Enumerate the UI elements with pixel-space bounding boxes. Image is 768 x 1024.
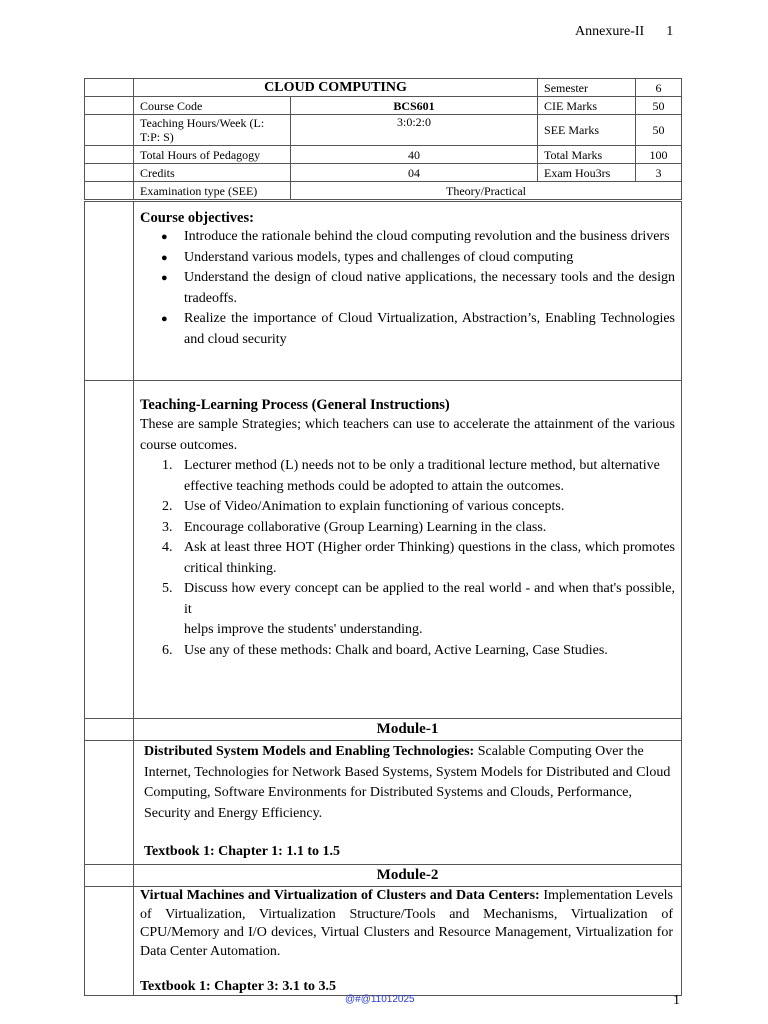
item-number: 4. [162, 540, 173, 555]
item-number: 2. [162, 499, 173, 514]
teaching-list [140, 456, 675, 661]
row-value: 40 [291, 146, 538, 164]
module-1-description [144, 742, 673, 824]
row-label2: CIE Marks [538, 97, 636, 115]
module-1-textbook: Textbook 1: Chapter 1: 1.1 to 1.5 [144, 844, 341, 859]
title-row [85, 79, 682, 97]
row-label2: Total Marks [538, 146, 636, 164]
list-item [162, 641, 675, 662]
item-number: 6. [162, 642, 173, 658]
row-value2: 50 [636, 97, 682, 115]
item-text: Use any of these methods: Chalk and board, Active Learning, Case Studies. [184, 642, 608, 658]
header-page-number: 1 [666, 24, 674, 39]
objectives-list [140, 227, 675, 350]
row-value: BCS601 [291, 97, 538, 115]
item-text: Use of Video/Animation to explain functioning of various concepts. [184, 499, 565, 514]
row-label: Total Hours of Pedagogy [134, 146, 291, 164]
list-item [162, 497, 675, 518]
module-1-header [85, 719, 682, 741]
list-item: ● Understand various models, types and challenges of cloud computing [184, 248, 675, 269]
list-item: ● Introduce the rationale behind the cloud computing revolution and the business drivers [184, 227, 675, 248]
exam-type-row [85, 182, 682, 200]
semester-label: Semester [538, 79, 636, 97]
list-item [162, 579, 675, 641]
table-row [85, 164, 682, 182]
module-2-textbook: Textbook 1: Chapter 3: 3.1 to 3.5 [140, 979, 337, 994]
item-text: Lecturer method (L) needs not to be only a traditional lecture method, but alternative [184, 458, 660, 473]
list-item: ● Understand the design of cloud native applications, the necessary tools and the design tradeoffs. [184, 268, 675, 309]
teaching-intro: These are sample Strategies; which teachers can use to accelerate the attainment of the various course outcomes. [140, 417, 675, 453]
course-title: CLOUD COMPUTING [134, 79, 538, 97]
row-label: Credits [134, 164, 291, 182]
page-header [575, 24, 695, 40]
row-value: 04 [291, 164, 538, 182]
syllabus-table [84, 201, 682, 996]
course-info-table [84, 78, 682, 200]
item-text-cont: helps improve the students' understanding. [184, 622, 423, 637]
module-1-title: Module-1 [134, 719, 682, 741]
module-2-body: Implementation Levels of Virtualization, Virtualization Structure/Tools and Mechanisms, Virtualization of CPU/Memory and I/O devices, Virtual Clusters and Resource Management, Virtualization for Data Center Automation. [140, 888, 673, 959]
teaching-section [85, 381, 682, 719]
module-1-heading: Distributed System Models and Enabling Technologies: [144, 744, 475, 759]
table-row [85, 97, 682, 115]
objectives-title: Course objectives: [140, 210, 254, 226]
item-number: 5. [162, 581, 173, 596]
item-text: Ask at least three HOT (Higher order Thinking) questions in the class, which promotes critical thinking. [184, 540, 675, 576]
list-item [162, 456, 675, 497]
annexure-label: Annexure-II [575, 24, 645, 39]
module-2-header [85, 865, 682, 887]
row-value: 3:0:2:0 [291, 115, 538, 146]
semester-value: 6 [636, 79, 682, 97]
row-label: Teaching Hours/Week (L: T:P: S) [134, 115, 291, 146]
row-label2: SEE Marks [538, 115, 636, 146]
exam-type-value: Theory/Practical [291, 182, 682, 200]
module-2-description [140, 887, 673, 961]
module-2-content [85, 887, 682, 996]
objectives-section [85, 202, 682, 381]
teaching-title: Teaching-Learning Process (General Instructions) [140, 397, 450, 413]
module-2-heading: Virtual Machines and Virtualization of Clusters and Data Centers: [140, 888, 540, 903]
row-value2: 3 [636, 164, 682, 182]
row-value2: 100 [636, 146, 682, 164]
document-code: @#@11012025 [345, 994, 415, 1005]
list-item [162, 518, 675, 539]
footer-page-number: 1 [673, 993, 680, 1008]
item-number: 1. [162, 458, 173, 473]
module-1-content [85, 741, 682, 865]
row-label2: Exam Hou3rs [538, 164, 636, 182]
table-row [85, 115, 682, 146]
module-2-title: Module-2 [134, 865, 682, 887]
row-value2: 50 [636, 115, 682, 146]
exam-type-label: Examination type (SEE) [134, 182, 291, 200]
item-text: Discuss how every concept can be applied to the real world - and when that's possible, it [184, 581, 675, 617]
table-row [85, 146, 682, 164]
item-text: Encourage collaborative (Group Learning) Learning in the class. [184, 519, 547, 535]
item-text-cont: effective teaching methods could be adopted to attain the outcomes. [184, 478, 564, 494]
module-1-body: Scalable Computing Over the Internet, Technologies for Network Based Systems, System Models for Distributed and Cloud Computing, Software Environments for Distributed Systems and Clouds, Performance, Security and Energy Efficiency. [144, 744, 671, 821]
list-item [162, 538, 675, 579]
item-number: 3. [162, 519, 173, 535]
row-label: Course Code [134, 97, 291, 115]
list-item: ● Realize the importance of Cloud Virtualization, Abstraction’s, Enabling Technologies and cloud security [184, 309, 675, 350]
